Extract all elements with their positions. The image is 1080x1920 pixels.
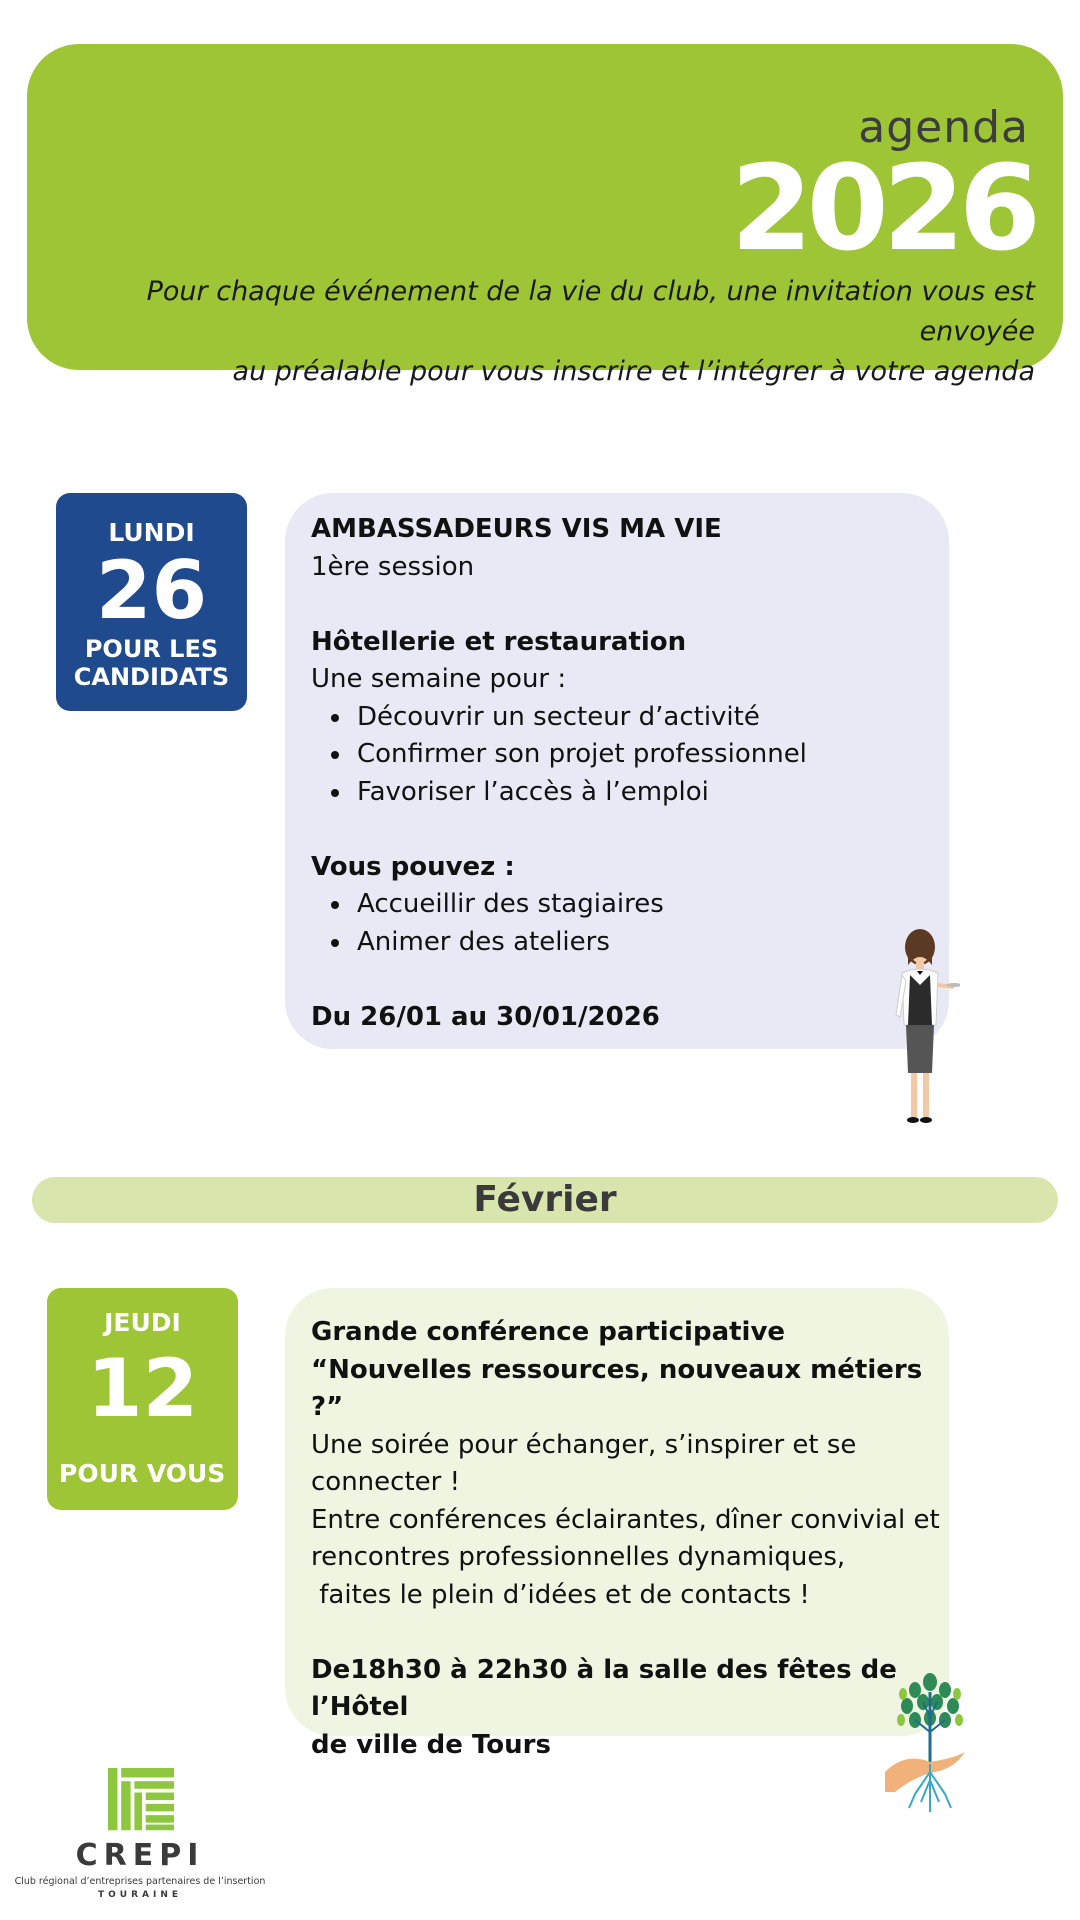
event2-day: JEUDI xyxy=(104,1308,181,1337)
event2-body-line: connecter ! xyxy=(311,1467,461,1497)
event1-sector: Hôtellerie et restauration xyxy=(311,626,687,657)
list-item: Animer des ateliers xyxy=(311,924,923,962)
agenda-header xyxy=(27,44,1063,387)
month-bar: Février xyxy=(32,1177,1058,1223)
event2-title-line1: Grande conférence participative xyxy=(311,1317,786,1347)
header-subtitle-line2: au préalable pour vous inscrire et l’intégrer à votre agenda xyxy=(232,356,1035,387)
list-item: Découvrir un secteur d’activité xyxy=(311,699,923,737)
event1-session: 1ère session xyxy=(311,551,475,582)
crepi-logo xyxy=(14,1760,266,1900)
list-item: Favoriser l’accès à l’emploi xyxy=(311,774,923,812)
event1-date-box xyxy=(56,493,247,711)
event1-actions-list xyxy=(311,886,923,961)
event2-body-line: faites le plein d’idées et de contacts ! xyxy=(311,1579,810,1610)
event2-body-line: rencontres professionnelles dynamiques, xyxy=(311,1542,846,1572)
agenda-year: 2026 xyxy=(730,139,1035,277)
event2-body-line: Entre conférences éclairantes, dîner convivial et xyxy=(311,1504,940,1535)
event1-card xyxy=(285,493,949,1049)
agenda-word: agenda xyxy=(858,102,1029,153)
header-subtitle-line1: Pour chaque événement de la vie du club, une invitation vous est envoyée xyxy=(146,276,1035,347)
crepi-logo-mark xyxy=(106,1768,176,1834)
event2-date-box xyxy=(47,1288,238,1510)
event2-card xyxy=(285,1288,949,1760)
event1-audience xyxy=(56,635,247,691)
list-item: Confirmer son projet professionnel xyxy=(311,736,923,774)
event2-location-line2: de ville de Tours xyxy=(311,1729,551,1760)
event1-audience-line1: POUR LES xyxy=(84,635,219,663)
event1-goals-list xyxy=(311,699,923,812)
crepi-logo-name: CREPI xyxy=(75,1838,205,1873)
list-item: Accueillir des stagiaires xyxy=(311,886,923,924)
event1-dates: Du 26/01 au 30/01/2026 xyxy=(311,1001,660,1032)
event1-intro: Une semaine pour : xyxy=(311,664,567,694)
event2-body-line: Une soirée pour échanger, s’inspirer et se xyxy=(311,1429,857,1460)
event1-audience-line2: CANDIDATS xyxy=(73,663,230,691)
header-subtitle xyxy=(75,272,1035,392)
tree-hand-illustration xyxy=(885,1672,975,1824)
event1-title: AMBASSADEURS VIS MA VIE xyxy=(311,514,722,544)
event2-day-number: 12 xyxy=(86,1342,199,1435)
waitress-illustration xyxy=(880,925,960,1135)
event2-audience: POUR VOUS xyxy=(59,1459,226,1488)
event2-title-line2: “Nouvelles ressources, nouveaux métiers ?” xyxy=(311,1354,923,1422)
event1-day: LUNDI xyxy=(108,518,195,547)
event1-day-number: 26 xyxy=(95,544,208,637)
crepi-logo-tagline: Club régional d’entreprises partenaires de l’insertion xyxy=(14,1876,266,1887)
event2-location-line1: De18h30 à 22h30 à la salle des fêtes de l’Hôtel xyxy=(311,1654,897,1722)
crepi-logo-region: TOURAINE xyxy=(97,1890,183,1900)
event1-you-can-label: Vous pouvez : xyxy=(311,851,515,882)
